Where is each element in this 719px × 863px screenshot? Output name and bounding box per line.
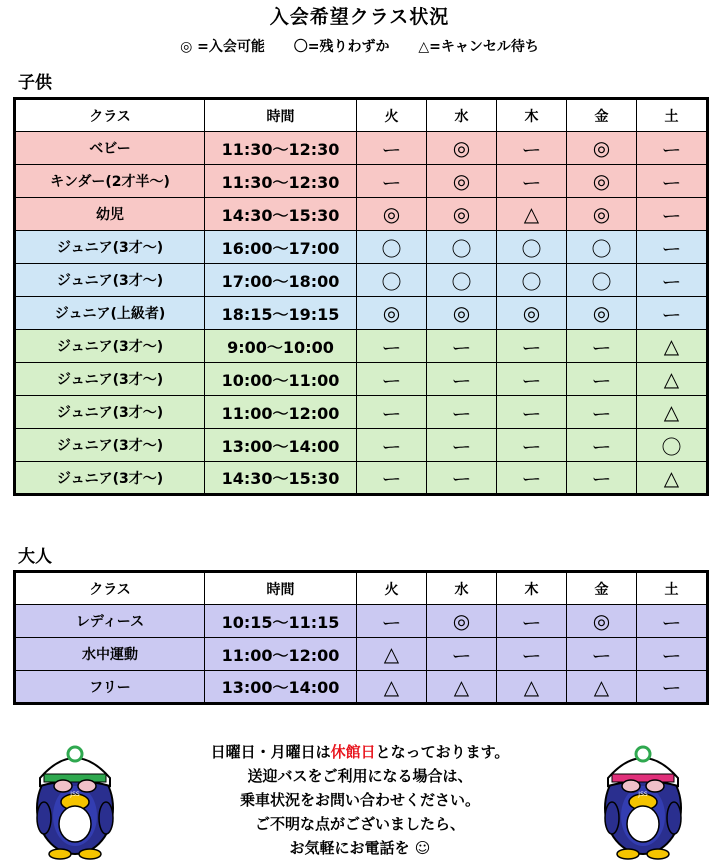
table-row (15, 330, 708, 363)
table-row (15, 363, 708, 396)
class-name-cell: ジュニア(3才～) (15, 264, 205, 297)
status-fri-cell: 〇 (567, 264, 637, 297)
mascot-logo-text: JSS (638, 791, 648, 798)
notice-line-5 (150, 836, 570, 860)
status-tue-cell: 〇 (357, 231, 427, 264)
header-fri: 金 (567, 572, 637, 605)
class-name-cell: ジュニア(3才～) (15, 396, 205, 429)
class-name-cell: キンダー(2才半～) (15, 165, 205, 198)
class-name-cell: ジュニア(3才～) (15, 231, 205, 264)
class-name-cell: ジュニア(3才～) (15, 462, 205, 495)
header-class: クラス (15, 572, 205, 605)
status-thu-cell: ー (497, 638, 567, 671)
status-tue-cell: 〇 (357, 264, 427, 297)
notice-line-3: 乗車状況をお問い合わせください。 (239, 791, 480, 809)
status-thu-cell: 〇 (497, 231, 567, 264)
status-tue-cell: ー (357, 363, 427, 396)
time-cell: 18:15～19:15 (205, 297, 357, 330)
time-cell: 13:00～14:00 (205, 429, 357, 462)
status-fri-cell: ー (567, 638, 637, 671)
closed-day-highlight: 休館日 (330, 743, 376, 761)
header-wed: 水 (427, 572, 497, 605)
status-tue-cell: ー (357, 132, 427, 165)
status-fri-cell: ◎ (567, 132, 637, 165)
status-wed-cell: ー (427, 429, 497, 462)
status-wed-cell: ◎ (427, 605, 497, 638)
status-sat-cell: △ (637, 363, 708, 396)
status-wed-cell: ー (427, 363, 497, 396)
status-wed-cell: ◎ (427, 132, 497, 165)
header-time: 時間 (205, 572, 357, 605)
status-sat-cell: ー (637, 264, 708, 297)
status-thu-cell: ◎ (497, 297, 567, 330)
status-sat-cell: ー (637, 605, 708, 638)
class-name-cell: ジュニア(3才～) (15, 429, 205, 462)
table-row (15, 297, 708, 330)
status-sat-cell: ー (637, 132, 708, 165)
status-wed-cell: △ (427, 671, 497, 704)
notice-line-2: 送迎バスをご利用になる場合は、 (247, 767, 473, 785)
status-thu-cell: 〇 (497, 264, 567, 297)
penguin-mascot-icon (598, 738, 688, 860)
header-thu: 木 (497, 572, 567, 605)
time-cell: 16:00～17:00 (205, 231, 357, 264)
table-row (15, 264, 708, 297)
status-tue-cell: ◎ (357, 297, 427, 330)
status-sat-cell: ー (637, 231, 708, 264)
time-cell: 10:00～11:00 (205, 363, 357, 396)
status-wed-cell: 〇 (427, 264, 497, 297)
status-sat-cell: ー (637, 165, 708, 198)
status-thu-cell: ー (497, 330, 567, 363)
status-thu-cell: ー (497, 396, 567, 429)
status-fri-cell: ◎ (567, 297, 637, 330)
class-name-cell: 幼児 (15, 198, 205, 231)
legend (0, 36, 719, 56)
status-tue-cell: ー (357, 396, 427, 429)
legend-few: 〇=残りわずか (293, 39, 390, 55)
header-thu: 木 (497, 99, 567, 132)
legend-available: ◎ =入会可能 (180, 39, 265, 55)
status-tue-cell: ー (357, 462, 427, 495)
status-wed-cell: ー (427, 330, 497, 363)
status-tue-cell: ー (357, 165, 427, 198)
status-fri-cell: ー (567, 462, 637, 495)
kids-schedule-table (13, 97, 709, 496)
status-fri-cell: 〇 (567, 231, 637, 264)
status-sat-cell: 〇 (637, 429, 708, 462)
time-cell: 17:00～18:00 (205, 264, 357, 297)
mascot-logo-text: JSS (70, 791, 80, 798)
class-name-cell: 水中運動 (15, 638, 205, 671)
status-fri-cell: ー (567, 429, 637, 462)
class-name-cell: ジュニア(3才～) (15, 330, 205, 363)
status-fri-cell: ー (567, 363, 637, 396)
time-cell: 11:00～12:00 (205, 396, 357, 429)
table-row (15, 231, 708, 264)
notice-line-5-text: お気軽にお電話を (289, 839, 410, 857)
status-wed-cell: ◎ (427, 297, 497, 330)
table-row (15, 671, 708, 704)
notice-line-4: ご不明な点がございましたら、 (254, 815, 465, 833)
status-sat-cell: ー (637, 198, 708, 231)
status-wed-cell: ◎ (427, 165, 497, 198)
status-tue-cell: ◎ (357, 198, 427, 231)
status-fri-cell: ー (567, 396, 637, 429)
smile-icon: ☺ (414, 839, 431, 857)
notice-line-1-b: となっております。 (375, 743, 510, 761)
time-cell: 11:30～12:30 (205, 132, 357, 165)
header-fri: 金 (567, 99, 637, 132)
class-name-cell: ベビー (15, 132, 205, 165)
class-name-cell: フリー (15, 671, 205, 704)
notice-text (150, 740, 570, 860)
class-name-cell: ジュニア(3才～) (15, 363, 205, 396)
table-row (15, 638, 708, 671)
time-cell: 11:00～12:00 (205, 638, 357, 671)
status-wed-cell: ー (427, 396, 497, 429)
status-tue-cell: ー (357, 605, 427, 638)
status-sat-cell: ー (637, 297, 708, 330)
status-fri-cell: ◎ (567, 198, 637, 231)
status-fri-cell: ◎ (567, 165, 637, 198)
adults-header-row (15, 572, 708, 605)
status-thu-cell: ー (497, 132, 567, 165)
status-sat-cell: △ (637, 330, 708, 363)
header-time: 時間 (205, 99, 357, 132)
header-wed: 水 (427, 99, 497, 132)
time-cell: 13:00～14:00 (205, 671, 357, 704)
adults-section-label: 大人 (18, 547, 52, 567)
header-tue: 火 (357, 572, 427, 605)
status-fri-cell: △ (567, 671, 637, 704)
class-name-cell: ジュニア(上級者) (15, 297, 205, 330)
adults-schedule-table (13, 570, 709, 705)
status-wed-cell: 〇 (427, 231, 497, 264)
notice-line-1-a: 日曜日・月曜日は (210, 743, 331, 761)
status-sat-cell: ー (637, 671, 708, 704)
status-thu-cell: ー (497, 429, 567, 462)
table-row (15, 605, 708, 638)
status-fri-cell: ◎ (567, 605, 637, 638)
status-wed-cell: ー (427, 462, 497, 495)
status-wed-cell: ◎ (427, 198, 497, 231)
status-sat-cell: ー (637, 638, 708, 671)
penguin-mascot-icon (30, 738, 120, 860)
header-class: クラス (15, 99, 205, 132)
header-sat: 土 (637, 99, 708, 132)
status-thu-cell: ー (497, 462, 567, 495)
status-thu-cell: △ (497, 671, 567, 704)
table-row (15, 165, 708, 198)
status-thu-cell: ー (497, 605, 567, 638)
status-sat-cell: △ (637, 396, 708, 429)
table-row (15, 396, 708, 429)
kids-header-row (15, 99, 708, 132)
status-tue-cell: ー (357, 330, 427, 363)
class-name-cell: レディース (15, 605, 205, 638)
time-cell: 11:30～12:30 (205, 165, 357, 198)
time-cell: 9:00～10:00 (205, 330, 357, 363)
legend-wait: △=キャンセル待ち (418, 39, 539, 55)
time-cell: 14:30～15:30 (205, 462, 357, 495)
time-cell: 10:15～11:15 (205, 605, 357, 638)
notice-line-1 (150, 740, 570, 764)
table-row (15, 429, 708, 462)
status-tue-cell: ー (357, 429, 427, 462)
table-row (15, 198, 708, 231)
status-thu-cell: ー (497, 363, 567, 396)
status-fri-cell: ー (567, 330, 637, 363)
status-thu-cell: ー (497, 165, 567, 198)
kids-section-label: 子供 (18, 73, 52, 93)
table-row (15, 132, 708, 165)
page-title: 入会希望クラス状況 (269, 6, 450, 28)
status-sat-cell: △ (637, 462, 708, 495)
status-wed-cell: ー (427, 638, 497, 671)
table-row (15, 462, 708, 495)
header-sat: 土 (637, 572, 708, 605)
header-tue: 火 (357, 99, 427, 132)
status-thu-cell: △ (497, 198, 567, 231)
time-cell: 14:30～15:30 (205, 198, 357, 231)
status-tue-cell: △ (357, 671, 427, 704)
status-tue-cell: △ (357, 638, 427, 671)
